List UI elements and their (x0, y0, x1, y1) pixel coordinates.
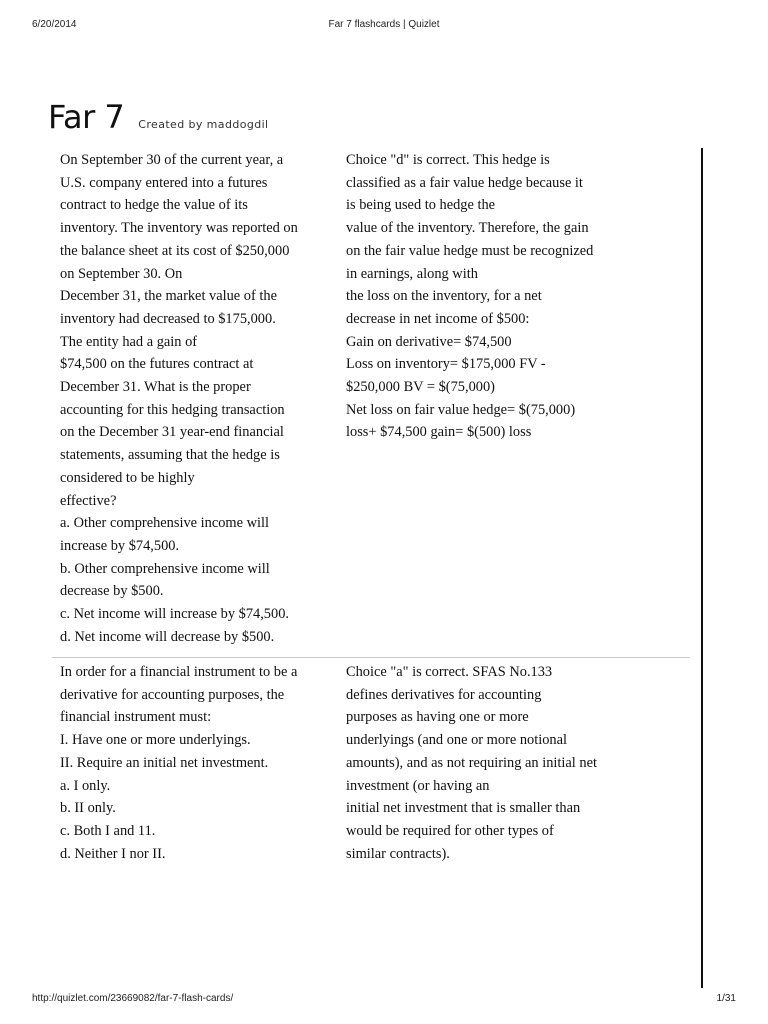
print-header (0, 19, 768, 33)
set-title: Far 7 (48, 98, 125, 136)
flashcard-row (52, 148, 690, 658)
flashcard-term: In order for a financial instrument to be a derivative for accounting purposes, the financial instrument must: I. Have one or more underlyings. II. Require an initial net investment. a. I only. b. II only. c. Both I and 11. d. Neither I nor II. (60, 664, 298, 862)
print-page-title: Far 7 flashcards | Quizlet (328, 19, 440, 30)
flashcard-definition: Choice "a" is correct. SFAS No.133 defines derivatives for accounting purposes as having one or more underlyings (and one or more notional amounts), and as not requiring an initial net investment (or having an initial net investment that is smaller than would be required for other types of similar contracts). (346, 664, 597, 862)
page-right-rule (701, 148, 703, 988)
print-date: 6/20/2014 (32, 19, 77, 30)
flashcard-row (52, 658, 690, 865)
page-number: 1/31 (716, 993, 736, 1004)
set-header (48, 98, 269, 136)
print-footer (0, 993, 768, 1007)
page-url: http://quizlet.com/23669082/far-7-flash-cards/ (32, 993, 234, 1004)
flashcard-term: On September 30 of the current year, a U.S. company entered into a futures contract to hedge the value of its inventory. The inventory was reported on the balance sheet at its cost of $250,000 on September 30. On December 31, the market value of the inventory had decreased to $175,000. The entity had a gain of $74,500 on the futures contract at December 31. What is the proper accounting for this hedging transaction on the December 31 year-end financial statements, assuming that the hedge is considered to be highly effective? a. Other comprehensive income will increase by $74,500. b. Other comprehensive income will decrease by $500. c. Net income will increase by $74,500. d. Net income will decrease by $500. (60, 152, 298, 645)
flashcard-definition: Choice "d" is correct. This hedge is classified as a fair value hedge because it is being used to hedge the value of the inventory. Therefore, the gain on the fair value hedge must be recognized in earnings, along with the loss on the inventory, for a net decrease in net income of $500: Gain on derivative= $74,500 Loss on inventory= $175,000 FV - $250,000 BV = $(75,000) Net loss on fair value hedge= $(75,000) loss+ $74,500 gain= $(500) loss (346, 152, 594, 441)
flashcard-list (52, 148, 690, 865)
set-creator: Created by maddogdil (138, 118, 269, 131)
